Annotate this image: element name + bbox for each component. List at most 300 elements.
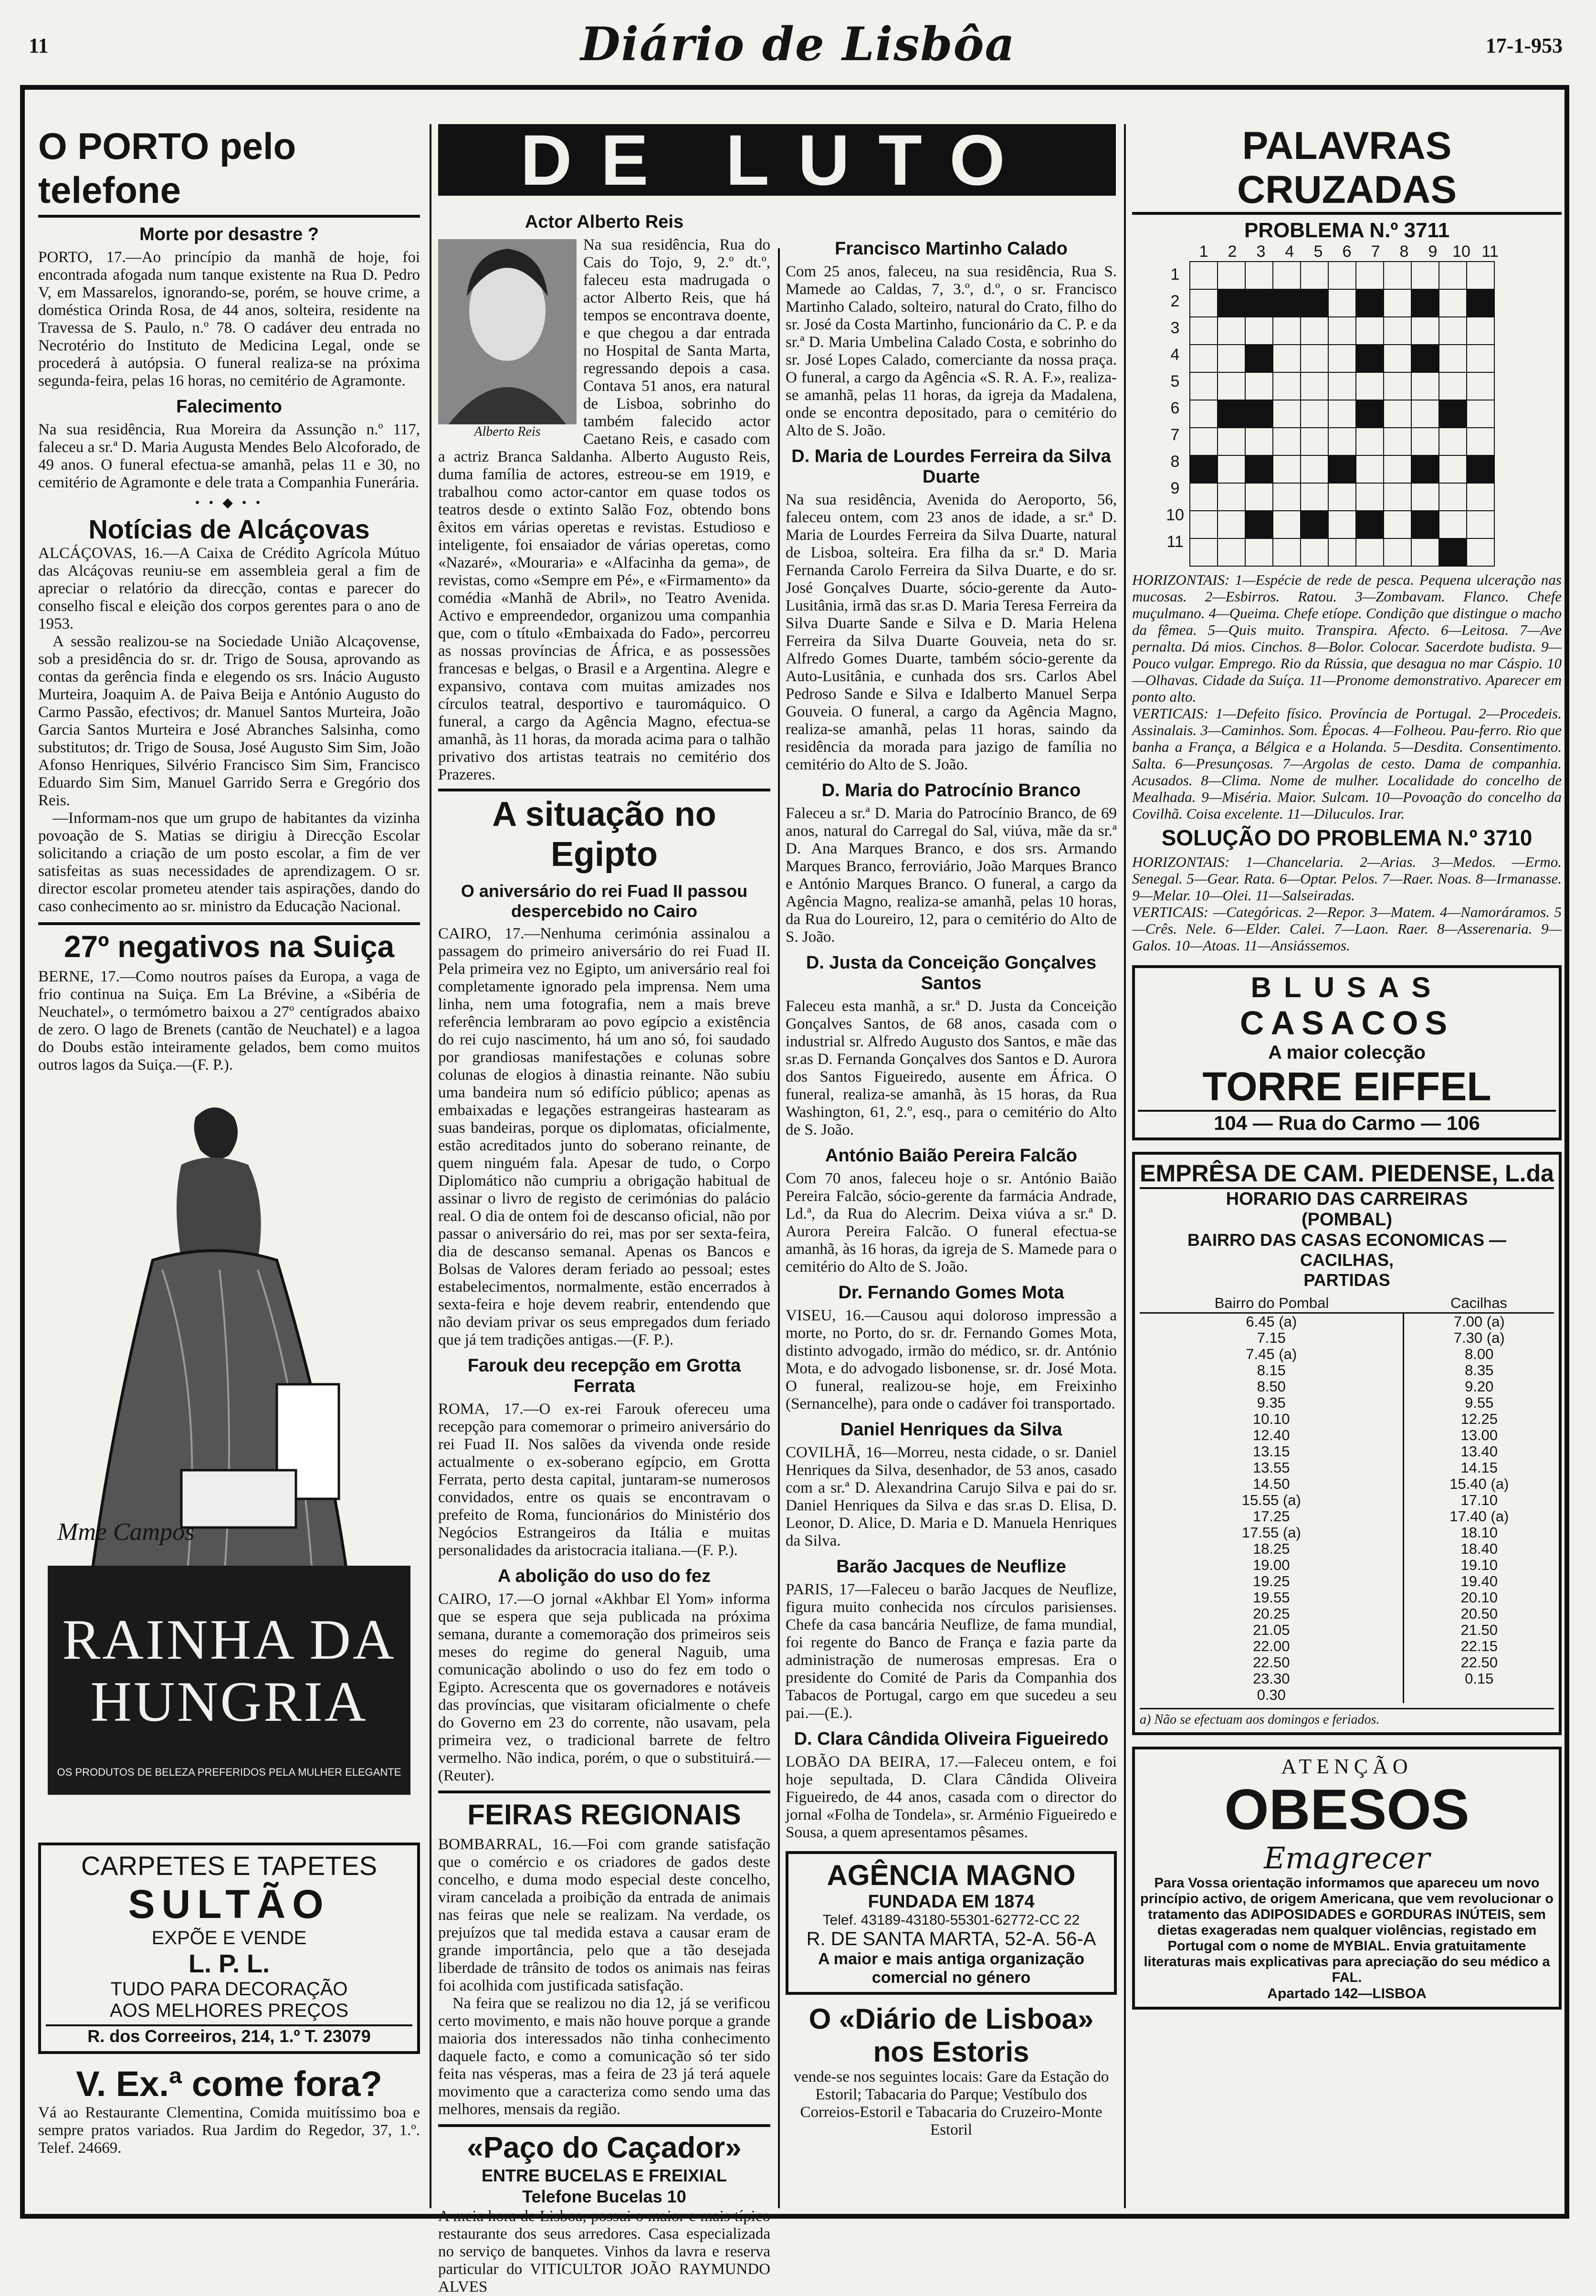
crossword-cell[interactable] <box>1384 317 1411 345</box>
ad-line: EXPÕE E VENDE <box>151 1927 307 1948</box>
crossword-cell[interactable] <box>1328 455 1356 483</box>
crossword-cell[interactable] <box>1411 262 1439 289</box>
crossword-cell[interactable] <box>1356 511 1384 538</box>
crossword-cell[interactable] <box>1384 262 1411 289</box>
ad-address: R. dos Correeiros, 214, 1.º T. 23079 <box>46 2024 412 2046</box>
crossword-cell[interactable] <box>1218 262 1245 289</box>
ad-address: 104 — Rua do Carmo — 106 <box>1138 1110 1556 1135</box>
crossword-cell[interactable] <box>1328 400 1356 428</box>
timetable-row <box>1140 1671 1554 1687</box>
puzzle-column-number: 3 <box>1256 242 1266 261</box>
crossword-cell[interactable] <box>1218 317 1245 345</box>
puzzle-column-number: 6 <box>1342 242 1352 261</box>
puzzle-column-number: 2 <box>1228 242 1237 261</box>
article-title: Falecimento <box>176 397 282 417</box>
crossword-cell[interactable] <box>1411 317 1439 345</box>
crossword-cell[interactable] <box>1245 511 1273 538</box>
crossword-cell[interactable] <box>1467 455 1494 483</box>
crossword-cell[interactable] <box>1273 317 1301 345</box>
departure-cacilhas: 0.15 <box>1404 1671 1554 1687</box>
departure-pombal: 7.15 <box>1257 1329 1286 1346</box>
crossword-cell[interactable] <box>1411 400 1439 428</box>
ad-text: Para Vossa orientação informamos que apareceu um novo princípio activo, de origem Americana, que vem revolucionar o tratamento das ADIPOSIDADES e GORDURAS INÚTEIS, sem dietas exageradas nem qualquer violências, registado em Portugal com o nome de MYBIAL. Envia gratuitamente literaturas mais explicativas para apreciação do seu médico a FAL. <box>1140 1875 1554 1985</box>
departure-pombal: 7.45 (a) <box>1246 1346 1297 1362</box>
issue-date: 17-1-953 <box>1485 34 1563 57</box>
ad-title-paco: «Paço do Caçador» <box>467 2131 742 2164</box>
crossword-cell[interactable] <box>1245 345 1273 372</box>
timetable-partidas: PARTIDAS <box>1303 1270 1390 1290</box>
crossword-cell[interactable] <box>1439 345 1467 372</box>
departure-cacilhas: 9.55 <box>1404 1395 1554 1411</box>
crossword-cell[interactable] <box>1467 262 1494 289</box>
crossword-cell[interactable] <box>1384 511 1411 538</box>
ad-line: TUDO PARA DECORAÇÃO <box>110 1979 348 2000</box>
obituary-title: D. Maria do Patrocínio Branco <box>821 780 1081 800</box>
obituary-text: Na sua residência, Rua do Cais do Tojo, 9, 2.º dt.º, faleceu esta madrugada o actor Alberto Reis, que há tempos se encontrava doente, e que chegou a dar entrada no Hospital de Santa Marta, regressando depois a casa. Contava 51 anos, era natural de Lisboa, sobrinho do também falecido actor Caetano Reis, e casado com a actriz Branca Saldanha. Alberto Augusto Reis, duma família de actores, estreou-se em 1919, e trabalhou como actor-cantor em quase todos os teatros desde o extinto Salão Foz, obtendo bons êxitos em várias operetas e revistas. Estudioso e inteligente, foi ensaiador de várias operetas, como «Nazaré», «Mouraria» e «Alfacinha da gema», de revistas, como «Sempre em Pé», e «Firmamento» da comédia «Manhã de Abril», no Teatro Avenida. Activo e empreendedor, organizou uma companhia que, com o título «Embaixada do Fado», percorreu as nossas províncias de África, e as possessões francesas e belgas, o Brasil e a Argentina. Alegre e expansivo, contava com muitas amizades nos círculos teatral, desportivo e tauromáquico. O funeral, a cargo da Agência Magno, efectua-se amanhã, às 11 horas, da morada acima para o talhão privativo dos artistas teatrais no cemitério dos Prazeres. <box>438 236 770 783</box>
crossword-cell[interactable] <box>1384 538 1411 566</box>
ad-sultao <box>38 1843 420 2054</box>
crossword-cell[interactable] <box>1245 428 1273 455</box>
section-title-alcacovas: Notícias de Alcáçovas <box>88 514 370 544</box>
crossword-cell[interactable] <box>1467 428 1494 455</box>
crossword-cell[interactable] <box>1411 289 1439 317</box>
crossword-cell[interactable] <box>1245 455 1273 483</box>
company-name: EMPRÊSA DE CAM. PIEDENSE, L.da <box>1140 1159 1554 1189</box>
departure-pombal: 15.55 (a) <box>1241 1492 1301 1508</box>
crossword-cell[interactable] <box>1384 345 1411 372</box>
obituary-title: D. Maria de Lourdes Ferreira da Silva Duarte <box>791 446 1111 487</box>
ad-line: BLUSAS <box>1250 971 1443 1003</box>
article-text: CAIRO, 17.—O jornal «Akhbar El Yom» informa que se espera que seja publicada na próxima semana, durante a comemoração dos primeiros seis meses do regime do general Naguib, uma comunicação abolindo o uso do fez em todo o Egipto. Acrescenta que os governadores e notáveis das províncias, que visitaram oficialmente o chefe do Governo em 23 do corrente, não usavam, pela primeira vez, o tradicional barrete de feltro vermelho. Não indica, porém, o que o substituirá.—(Reuter). <box>438 1590 770 1784</box>
timetable-title: HORARIO DAS CARREIRAS <box>1226 1189 1468 1209</box>
departure-pombal: 8.15 <box>1257 1362 1286 1379</box>
departure-cacilhas: 22.15 <box>1404 1638 1554 1654</box>
puzzle-column-number: 4 <box>1285 242 1294 261</box>
timetable-row <box>1140 1313 1554 1330</box>
puzzle-column-number: 11 <box>1481 242 1499 261</box>
obituary-title: Barão Jacques de Neuflize <box>836 1557 1066 1577</box>
ad-line: A maior colecção <box>1268 1042 1426 1063</box>
obituary-title: António Baião Pereira Falcão <box>825 1146 1077 1166</box>
departure-cacilhas: 14.15 <box>1404 1460 1554 1476</box>
column-rule <box>430 124 431 2208</box>
crossword-cell[interactable] <box>1190 345 1218 372</box>
crossword-cell[interactable] <box>1273 400 1301 428</box>
obituary-text: PARIS, 17—Faleceu o barão Jacques de Neuflize, figura muito conhecida nos círculos parisienses. Chefe da casa bancária Neuflize, de fama mundial, foi regente do Banco de França e fazia parte da administração de numerosas empresas. Era o presidente do Comité de Paris da Companhia dos Tabacos de Portugal, cargo em que sucedeu a seu pai.—(E.). <box>786 1581 1117 1722</box>
ad-line: ENTRE BUCELAS E FREIXIAL <box>481 2166 727 2185</box>
departure-cacilhas: 18.40 <box>1404 1541 1554 1557</box>
crossword-cell[interactable] <box>1384 483 1411 511</box>
crossword-cell[interactable] <box>1218 483 1245 511</box>
crossword-cell[interactable] <box>1301 511 1328 538</box>
puzzle-column-numbers <box>1189 242 1562 261</box>
timetable-row <box>1140 1508 1554 1525</box>
departure-cacilhas: 12.25 <box>1404 1411 1554 1427</box>
timetable-header: Cacilhas <box>1404 1294 1554 1313</box>
departure-pombal: 21.05 <box>1252 1622 1290 1638</box>
crossword-cell[interactable] <box>1439 289 1467 317</box>
crossword-cell[interactable] <box>1245 483 1273 511</box>
puzzle-column-number: 1 <box>1199 242 1208 261</box>
departure-pombal: 13.55 <box>1252 1459 1290 1476</box>
crossword-cell[interactable] <box>1384 400 1411 428</box>
crossword-cell[interactable] <box>1190 262 1218 289</box>
departure-cacilhas: 17.40 (a) <box>1404 1508 1554 1525</box>
ad-title-estoris: O «Diário de Lisboa» nos Estoris <box>808 2003 1094 2068</box>
crossword-cell[interactable] <box>1356 317 1384 345</box>
crossword-cell[interactable] <box>1190 511 1218 538</box>
ad-signature: Mme Campos <box>57 1518 195 1546</box>
crossword-cell[interactable] <box>1439 483 1467 511</box>
ad-brand: SULTÃO <box>128 1882 330 1927</box>
crossword-cell[interactable] <box>1328 317 1356 345</box>
crossword-cell[interactable] <box>1218 455 1245 483</box>
departure-cacilhas: 7.30 (a) <box>1404 1330 1554 1346</box>
article-subtitle: Farouk deu recepção em Grotta Ferrata <box>467 1356 741 1396</box>
departure-cacilhas: 17.10 <box>1404 1492 1554 1508</box>
crossword-cell[interactable] <box>1356 262 1384 289</box>
crossword-cell[interactable] <box>1356 289 1384 317</box>
timetable <box>1140 1294 1554 1703</box>
ad-text: vende-se nos seguintes locais: Gare da Estação do Estoril; Tabacaria do Parque; Vestíbulo dos Correios-Estoril e Tabacaria do Cruzeiro-Monte Estoril <box>793 2068 1109 2138</box>
departure-cacilhas: 19.40 <box>1404 1573 1554 1590</box>
crossword-cell[interactable] <box>1384 372 1411 400</box>
departure-pombal: 22.00 <box>1252 1638 1290 1654</box>
crossword-cell[interactable] <box>1439 511 1467 538</box>
article-text: CAIRO, 17.—Nenhuma cerimónia assinalou a passagem do primeiro aniversário do rei Fuad II. Pela primeira vez no Egipto, um aniversário real foi completamente ignorado pela imprensa. Nem uma linha, nem uma fotografia, nem a mais breve referência lembraram ao povo egípcio a existência do rei cujo nascimento, há um ano só, foi saudado por grandiosas manifestações e colunas sobre colunas de elogios à dinastia reinante. Não subiu uma bandeira num só edifício público; apenas as embaixadas e legações estrangeiras hastearam as suas bandeiras, porque os diplomatas, oficialmente, estão acreditados junto do soberano reinante, de quem ninguém fala. Apesar de tudo, o Corpo Diplomático não cumpriu a obrigação habitual de assinar o livro de registo de cerimónias do palácio real. O dia de ontem foi de descanso oficial, não por passar o aniversário do rei, mas por ser sexta-feira, dia de descanso semanal. Apenas os Bancos e Bolsas de Valores deram feriado ao pessoal; estes estabelecimentos, normalmente, estão encerrados à sexta-feira e hoje devem reabrir, entendendo que não deviam privar os seus empregados dum feriado que já tem tradições antigas.—(F. P.). <box>438 925 770 1348</box>
timetable-row <box>1140 1638 1554 1654</box>
crossword-cell[interactable] <box>1301 345 1328 372</box>
crossword-cell[interactable] <box>1328 262 1356 289</box>
crossword-cell[interactable] <box>1411 511 1439 538</box>
crossword-cell[interactable] <box>1301 262 1328 289</box>
ad-obesos <box>1132 1747 1562 2010</box>
timetable-row <box>1140 1687 1554 1703</box>
ad-carreiras <box>1132 1152 1562 1735</box>
crossword-cell[interactable] <box>1218 345 1245 372</box>
crossword-cell[interactable] <box>1273 455 1301 483</box>
puzzle-row-number: 4 <box>1170 346 1180 364</box>
section-title-egito: A situação no Egipto <box>492 795 716 874</box>
departure-cacilhas: 8.35 <box>1404 1362 1554 1379</box>
departure-cacilhas: 9.20 <box>1404 1379 1554 1395</box>
departure-pombal: 6.45 (a) <box>1246 1313 1297 1330</box>
crossword-cell[interactable] <box>1439 262 1467 289</box>
ad-torre-eiffel <box>1132 965 1562 1140</box>
crossword-cell[interactable] <box>1218 538 1245 566</box>
crossword-cell[interactable] <box>1273 428 1301 455</box>
obituary-title: D. Justa da Conceição Gonçalves Santos <box>806 953 1097 993</box>
crossword-cell[interactable] <box>1384 455 1411 483</box>
crossword-cell[interactable] <box>1218 372 1245 400</box>
crossword-grid[interactable] <box>1189 261 1495 567</box>
departure-cacilhas: 7.00 (a) <box>1404 1313 1554 1330</box>
timetable-row <box>1140 1654 1554 1671</box>
crossword-cell[interactable] <box>1245 317 1273 345</box>
column-right <box>1132 124 1562 2210</box>
puzzle-number: PROBLEMA N.º 3711 <box>1244 219 1450 242</box>
crossword-cell[interactable] <box>1245 289 1273 317</box>
ad-script: Emagrecer <box>1263 1841 1430 1875</box>
crossword-cell[interactable] <box>1245 400 1273 428</box>
article-text: BERNE, 17.—Como noutros países da Europa, a vaga de frio continua na Suiça. Em La Brévine, a «Sibéria de Neuchatel», o termómetro baixou a 27º centígrados abaixo de zero. O lago de Brenets (cantão de Neuchatel) e a lagoa do Doubs estão inteiramente gelados, bem como muitos outros lagos da Suiça.—(F. P.). <box>38 968 420 1074</box>
obituary-title: D. Clara Cândida Oliveira Figueiredo <box>794 1729 1109 1749</box>
crossword-cell[interactable] <box>1273 289 1301 317</box>
crossword-cell[interactable] <box>1218 289 1245 317</box>
crossword-cell[interactable] <box>1190 400 1218 428</box>
departure-pombal: 19.55 <box>1252 1589 1290 1606</box>
crossword-cell[interactable] <box>1328 483 1356 511</box>
puzzle-column-number: 9 <box>1428 242 1438 261</box>
departure-pombal: 0.30 <box>1257 1686 1286 1703</box>
page-number: 11 <box>29 34 49 57</box>
article-text: —Informam-nos que um grupo de habitantes da vizinha povoação de S. Matias se dirigiu à Direcção Escolar solicitando a criação de um posto escolar, a fim de ver satisfeitas as suas necessidades de aprendizagem. O sr. director escolar prometeu atender tais aspirações, dando do caso conhecimento ao sr. ministro da Educação Nacional. <box>38 810 420 915</box>
ad-title: AGÊNCIA MAGNO <box>827 1859 1076 1891</box>
timetable-row <box>1140 1557 1554 1573</box>
departure-pombal: 12.40 <box>1252 1427 1290 1443</box>
crossword-cell[interactable] <box>1439 317 1467 345</box>
departure-cacilhas: 19.10 <box>1404 1557 1554 1573</box>
crossword-cell[interactable] <box>1356 400 1384 428</box>
ad-line: CARPETES E TAPETES <box>81 1851 378 1881</box>
crossword-cell[interactable] <box>1190 428 1218 455</box>
article-title: Morte por desastre ? <box>139 224 319 244</box>
section-title-luto: DE LUTO <box>438 124 1116 196</box>
ad-tagline: A maior e mais antiga organização comercial no género <box>818 1950 1085 1987</box>
puzzle-row-number: 8 <box>1170 453 1180 471</box>
crossword-cell[interactable] <box>1190 372 1218 400</box>
crossword-cell[interactable] <box>1411 428 1439 455</box>
ad-rainha-hungria <box>38 1088 420 1833</box>
crossword-cell[interactable] <box>1467 372 1494 400</box>
ad-line: Telefone Bucelas 10 <box>522 2187 686 2206</box>
puzzle-row-number: 7 <box>1170 426 1180 444</box>
crossword-cell[interactable] <box>1273 538 1301 566</box>
article-text: ROMA, 17.—O ex-rei Farouk ofereceu uma recepção para comemorar o primeiro aniversário do rei Fuad II. Nos salões da vivenda onde reside actualmente o ex-soberano egípcio, em Grotta Ferrata, perto desta capital, juntaram-se numerosos convidados, entre os quais se encontravam o prefeito de Roma, funcionários do Ministério dos Negócios Estrangeiros da Itália e muitas personalidades da aristocracia italiana.—(F. P.). <box>438 1401 770 1559</box>
crossword-cell[interactable] <box>1467 317 1494 345</box>
article-subtitle: A abolição do uso do fez <box>497 1566 711 1586</box>
departure-cacilhas: 20.10 <box>1404 1590 1554 1606</box>
column-porto <box>38 124 420 2210</box>
puzzle-column-number: 5 <box>1313 242 1323 261</box>
puzzle-clues-horizontal: HORIZONTAIS: 1—Espécie de rede de pesca. Pequena ulceração nas mucosas. 2—Esbirros. Ratou. 3—Zombavam. Flanco. Chefe muçulmano. 4—Queima. Chefe etíope. Condição que distingue o macho da fêmea. 5—Quis muito. Transpira. Afecto. 6—Leitosa. 7—Ave pernalta. Dá mios. Cinchos. 8—Bolor. Colocar. Sacerdote budista. 9—Pouco vulgar. Emprego. Rio da Rússia, que desagua no mar Cáspio. 10—Olhavas. Cidade da Suíça. 11—Pronome demonstrativo. Aparecer em ponto alto. <box>1132 571 1562 705</box>
puzzle-row-numbers <box>1161 261 1189 567</box>
crossword-cell[interactable] <box>1328 428 1356 455</box>
article-text: BOMBARRAL, 16.—Foi com grande satisfação que o comércio e os criadores de gados deste concelho, e duma modo especial deste concelho, viram cancelada a proibição da entrada de animais nas feiras que nele se realizam. Na verdade, os prejuízos que tal medida estava a causar eram de grande importância, pelo que a tão desejada liberdade de trânsito de todos os animais nas feiras foi acolhida com justificada satisfação. <box>438 1836 770 1994</box>
puzzle-row-number: 9 <box>1170 479 1180 497</box>
crossword-cell[interactable] <box>1273 511 1301 538</box>
photo-caption: Alberto Reis <box>438 424 577 440</box>
ad-line: AOS MELHORES PREÇOS <box>109 2000 349 2021</box>
crossword-cell[interactable] <box>1467 538 1494 566</box>
obituary-text: Com 70 anos, faleceu hoje o sr. António Baião Pereira Falcão, sócio-gerente da farmácia Andrade, Ld.ª, da Rua do Alecrim. Deixa viúva a sr.ª D. Aurora Pereira Falcão. O funeral efectua-se amanhã, às 16 horas, da igreja de S. Mamede para o cemitério do Alto de S. João. <box>786 1170 1117 1275</box>
puzzle-row-number: 11 <box>1166 533 1184 551</box>
departure-pombal: 20.25 <box>1252 1605 1290 1622</box>
crossword-cell[interactable] <box>1190 317 1218 345</box>
crossword-cell[interactable] <box>1467 345 1494 372</box>
obituary-text: Com 25 anos, faleceu, na sua residência, Rua S. Mamede ao Caldas, 7, 3.º, d.º, o sr. Francisco Martinho Calado, solteiro, natural do Crato, filho do sr. José da Costa Martinho, funcionário da C. P. e da sr.ª D. Maria Umbelina Calado Costa, e sobrinho do sr. José Lopes Calado, comerciante da nossa praça. O funeral, a cargo da Agência «S. R. A. F.», realiza-se amanhã, pelas 11 horas, da igreja da Madalena, onde se encontra depositado, para o cemitério do Alto de S. João. <box>786 263 1117 439</box>
ad-title-vex: V. Ex.ª come fora? <box>76 2064 382 2104</box>
crossword-cell[interactable] <box>1384 428 1411 455</box>
crossword-cell[interactable] <box>1356 538 1384 566</box>
timetable-row <box>1140 1362 1554 1379</box>
crossword-cell[interactable] <box>1328 289 1356 317</box>
article-text: A sessão realizou-se na Sociedade União Alcaçovense, sob a presidência do sr. dr. Trigo de Sousa, aprovando as contas da gerência finda e elegendo os srs. Inácio Augusto Murteira, Joaquim A. de Paiva Beija e António Augusto do Carmo Passão, efectivos; dr. Manuel Santos Murteira, João Garcia Santos Murteira e José Abranches Salsinha, como substitutos; dr. Trigo de Sousa, José Augusto Sim Sim, João Afonso Henriques, Silvério Francisco Sim Sim, Francisco Eduardo Sim Sim, Manuel Garrido Serra e Gregório dos Reis. <box>38 633 420 809</box>
crossword-cell[interactable] <box>1328 345 1356 372</box>
departure-pombal: 17.25 <box>1252 1508 1290 1525</box>
timetable-row <box>1140 1573 1554 1590</box>
crossword-cell[interactable] <box>1411 455 1439 483</box>
column-center-left <box>438 205 770 2296</box>
crossword-cell[interactable] <box>1356 483 1384 511</box>
departure-pombal: 10.10 <box>1252 1411 1290 1427</box>
crossword-cell[interactable] <box>1467 400 1494 428</box>
departure-pombal: 22.50 <box>1252 1654 1290 1671</box>
ad-brand: TORRE EIFFEL <box>1202 1064 1491 1109</box>
crossword-cell[interactable] <box>1467 289 1494 317</box>
crossword-cell[interactable] <box>1245 538 1273 566</box>
column-center-right <box>786 205 1117 2210</box>
timetable-row <box>1140 1346 1554 1362</box>
ad-slogan: OS PRODUTOS DE BELEZA PREFERIDOS PELA MULHER ELEGANTE <box>57 1766 401 1778</box>
obituary-text: LOBÃO DA BEIRA, 17.—Faleceu ontem, e foi hoje sepultada, D. Clara Cândida Oliveira Figueiredo, de 44 anos, casada com o director do jornal «Folha de Tondela», sr. Arménio Figueiredo e Sousa, a quem apresentamos pêsames. <box>786 1753 1117 1841</box>
crossword-cell[interactable] <box>1439 455 1467 483</box>
crossword-cell[interactable] <box>1245 262 1273 289</box>
departure-pombal: 8.50 <box>1257 1378 1286 1395</box>
crossword-cell[interactable] <box>1439 538 1467 566</box>
crossword-cell[interactable] <box>1218 511 1245 538</box>
crossword-cell[interactable] <box>1190 455 1218 483</box>
crossword-cell[interactable] <box>1273 372 1301 400</box>
ad-brand: RAINHA DA HUNGRIA <box>62 1608 396 1733</box>
departure-pombal: 14.50 <box>1252 1475 1290 1492</box>
section-title-cruzadas: PALAVRAS CRUZADAS <box>1132 124 1562 215</box>
article-text: Na feira que se realizou no dia 12, já se verificou certo movimento, e mais não houve porque a grande maioria dos interessados não tinha conhecimento daquele facto, e como a comunicação só ter sido feita nas vésperas, mas a feira de 23 já terá aquele movimento que a caracteriza como sendo uma das melhores, mensais da região. <box>438 1995 770 2118</box>
crossword-cell[interactable] <box>1301 289 1328 317</box>
crossword-cell[interactable] <box>1356 372 1384 400</box>
crossword-cell[interactable] <box>1301 455 1328 483</box>
departure-cacilhas: 8.00 <box>1404 1346 1554 1362</box>
crossword-cell[interactable] <box>1273 262 1301 289</box>
puzzle-row-number: 3 <box>1170 319 1180 337</box>
crossword-cell[interactable] <box>1273 483 1301 511</box>
crossword-cell[interactable] <box>1411 483 1439 511</box>
crossword-cell[interactable] <box>1301 538 1328 566</box>
ad-agencia-magno <box>786 1851 1117 1995</box>
actor-photo <box>438 239 577 440</box>
crossword-cell[interactable] <box>1328 372 1356 400</box>
departure-cacilhas: 21.50 <box>1404 1622 1554 1638</box>
crossword-cell[interactable] <box>1328 511 1356 538</box>
ad-phones: Telef. 43189-43180-55301-62772-CC 22 <box>822 1912 1080 1928</box>
timetable-row <box>1140 1330 1554 1346</box>
puzzle-row-number: 1 <box>1170 265 1180 284</box>
obituary-title: Dr. Fernando Gomes Mota <box>838 1283 1064 1303</box>
crossword-cell[interactable] <box>1301 400 1328 428</box>
timetable-row <box>1140 1476 1554 1492</box>
departure-pombal: 19.25 <box>1252 1573 1290 1590</box>
obituary-title: Francisco Martinho Calado <box>835 239 1068 259</box>
crossword-cell[interactable] <box>1190 289 1218 317</box>
ad-title: OBESOS <box>1224 1778 1470 1842</box>
timetable-sub: (POMBAL) <box>1302 1210 1392 1230</box>
timetable-row <box>1140 1460 1554 1476</box>
ad-text: A meia hora de Lisboa, possui o maior e mais típico restaurante dos seus arredores. Casa especializada no serviço de banquetes. Vinhos da lavra e reserva particular do VITICULTOR JOÃO RAYMUNDO ALVES <box>438 2208 770 2296</box>
crossword-cell[interactable] <box>1356 428 1384 455</box>
timetable-row <box>1140 1541 1554 1557</box>
obituary-title: Actor Alberto Reis <box>525 212 684 232</box>
solution-vertical: VERTICAIS: —Categóricas. 2—Repor. 3—Matem. 4—Namoráramos. 5—Crês. Nele. 6—Elder. Calei. 7—Laon. Raer. 8—Asserenaria. 9—Galos. 10—Atoas. 11—Ansiássemos. <box>1132 904 1562 954</box>
crossword-cell[interactable] <box>1356 455 1384 483</box>
crossword-cell[interactable] <box>1467 483 1494 511</box>
crossword-cell[interactable] <box>1328 538 1356 566</box>
crossword-cell[interactable] <box>1218 400 1245 428</box>
ad-line: L. P. L. <box>188 1949 270 1978</box>
crossword-cell[interactable] <box>1411 345 1439 372</box>
article-text: Na sua residência, Rua Moreira da Assunção n.º 117, faleceu a sr.ª D. Maria Augusta Mendes Belo Alcoforado, de 49 anos. O funeral efectua-se amanhã, pelas 11 e 30, no cemitério de Agramonte e dele trata a Companhia Funerária. <box>38 421 420 491</box>
article-text: PORTO, 17.—Ao princípio da manhã de hoje, foi encontrada afogada num tanque existente na Rua D. Pedro V, em Massarelos, ignorando-se, porém, se houve crime, a doméstica Orinda Rosa, de 44 anos, solteira, residente na Travessa de S. Paulo, n.º 78. O cadáver deu entrada no Necrotério do Instituto de Medicina Legal, onde se procederá à autópsia. O funeral realiza-se na próxima segunda-feira, pelas 16 horas, no cemitério de Agramonte. <box>38 249 420 390</box>
puzzle-row-number: 6 <box>1170 399 1180 417</box>
timetable-route: BAIRRO DAS CASAS ECONOMICAS — CACILHAS, <box>1187 1230 1507 1270</box>
puzzle-column-number: 7 <box>1371 242 1380 261</box>
puzzle-row-number: 5 <box>1170 372 1180 390</box>
crossword-cell[interactable] <box>1190 538 1218 566</box>
obituary-text: Faleceu a sr.ª D. Maria do Patrocínio Branco, de 69 anos, natural do Carregal do Sal, viúva, mãe da sr.ª D. Ana Marques Branco, e dos srs. Armando Marques Branco, ferroviário, João Marques Branco e António Marques Branco. O funeral, a cargo da Agência Magno, realiza-se amanhã, pelas 10 horas, da Rua do Loureiro, 12, para o cemitério do Alto de S. João. <box>786 805 1117 946</box>
section-title-porto: O PORTO pelo telefone <box>38 124 420 218</box>
crossword-cell[interactable] <box>1439 372 1467 400</box>
crossword-cell[interactable] <box>1218 428 1245 455</box>
departure-cacilhas: 13.40 <box>1404 1443 1554 1460</box>
obituary-title: Daniel Henriques da Silva <box>840 1420 1062 1440</box>
crossword-cell[interactable] <box>1190 483 1218 511</box>
newspaper-masthead: Diário de Lisbôa <box>580 17 1016 71</box>
crossword-cell[interactable] <box>1301 483 1328 511</box>
ad-line: CASACOS <box>1239 1004 1454 1042</box>
crossword-cell[interactable] <box>1439 400 1467 428</box>
departure-cacilhas: 13.00 <box>1404 1427 1554 1443</box>
crossword-cell[interactable] <box>1301 428 1328 455</box>
puzzle-column-number: 8 <box>1399 242 1409 261</box>
crossword-cell[interactable] <box>1467 511 1494 538</box>
crossword-cell[interactable] <box>1301 317 1328 345</box>
timetable-header: Bairro do Pombal <box>1140 1294 1404 1313</box>
crossword-cell[interactable] <box>1439 428 1467 455</box>
crossword-cell[interactable] <box>1356 345 1384 372</box>
obituary-text: VISEU, 16.—Causou aqui doloroso impressão a morte, no Porto, do sr. dr. Fernando Gomes Mota, distinto advogado, irmão do médico, sr. dr. António Mota, e do advogado lisbonense, sr. dr. José Mota. O funeral, realizou-se hoje, em Freixinho (Sernancelhe), para onde o cadáver foi transportado. <box>786 1307 1117 1412</box>
crossword-cell[interactable] <box>1273 345 1301 372</box>
column-rule <box>778 248 780 2208</box>
timetable-row <box>1140 1395 1554 1411</box>
puzzle-row-number: 2 <box>1170 292 1180 310</box>
timetable-row <box>1140 1622 1554 1638</box>
crossword-cell[interactable] <box>1301 372 1328 400</box>
column-rule <box>1124 124 1126 2208</box>
crossword-cell[interactable] <box>1384 289 1411 317</box>
crossword-cell[interactable] <box>1411 538 1439 566</box>
obituary-text: Faleceu esta manhã, a sr.ª D. Justa da Conceição Gonçalves Santos, de 68 anos, casada com o industrial sr. Alfredo Augusto dos Santos, e mãe das sr.as D. Fernanda Gonçalves dos Santos e D. Aurora dos Santos Figueiredo, ausente em África. O funeral, realiza-se amanhã, às 15 horas, da Rua Washington, 61, 2.º, esq., para o cemitério do Alto de S. João. <box>786 998 1117 1138</box>
section-title-feiras: FEIRAS REGIONAIS <box>467 1799 741 1831</box>
solution-title: SOLUÇÃO DO PROBLEMA N.º 3710 <box>1161 825 1533 850</box>
ad-address: Apartado 142—LISBOA <box>1267 1986 1427 2001</box>
puzzle-clues-vertical: VERTICAIS: 1—Defeito físico. Província de Portugal. 2—Procedeis. Assinalais. 3—Caminhos. Som. Épocas. 4—Folheou. Pau-ferro. Rio que banha a França, a Bélgica e a Holanda. 5—Desdita. Consentimento. Salta. 6—Presunçosas. 7—Argolas de cesto. Dama de companhia. Acusados. 8—Clima. Nome de mulher. Localidade do concelho de Mealhada. 9—Miséria. Maior. Sulcam. 10—Povoação do concelho da Covilhã. Coisa excelente. 11—Diluculos. Irar. <box>1132 705 1562 822</box>
timetable-row <box>1140 1590 1554 1606</box>
departure-cacilhas: 20.50 <box>1404 1606 1554 1622</box>
departure-cacilhas: 22.50 <box>1404 1654 1554 1671</box>
crossword-cell[interactable] <box>1411 372 1439 400</box>
ad-line: FUNDADA EM 1874 <box>868 1892 1035 1912</box>
obituary-text: COVILHÃ, 16—Morreu, nesta cidade, o sr. Daniel Henriques da Silva, desenhador, de 53 anos, casado com a sr.ª D. Alexandrina Carujo Silva e pai do sr. Daniel Henriques da Silva e das sr.as D. Elisa, D. Leonor, D. Alice, D. Maria e D. Manuela Henriques da Silva. <box>786 1444 1117 1549</box>
crossword-cell[interactable] <box>1245 372 1273 400</box>
